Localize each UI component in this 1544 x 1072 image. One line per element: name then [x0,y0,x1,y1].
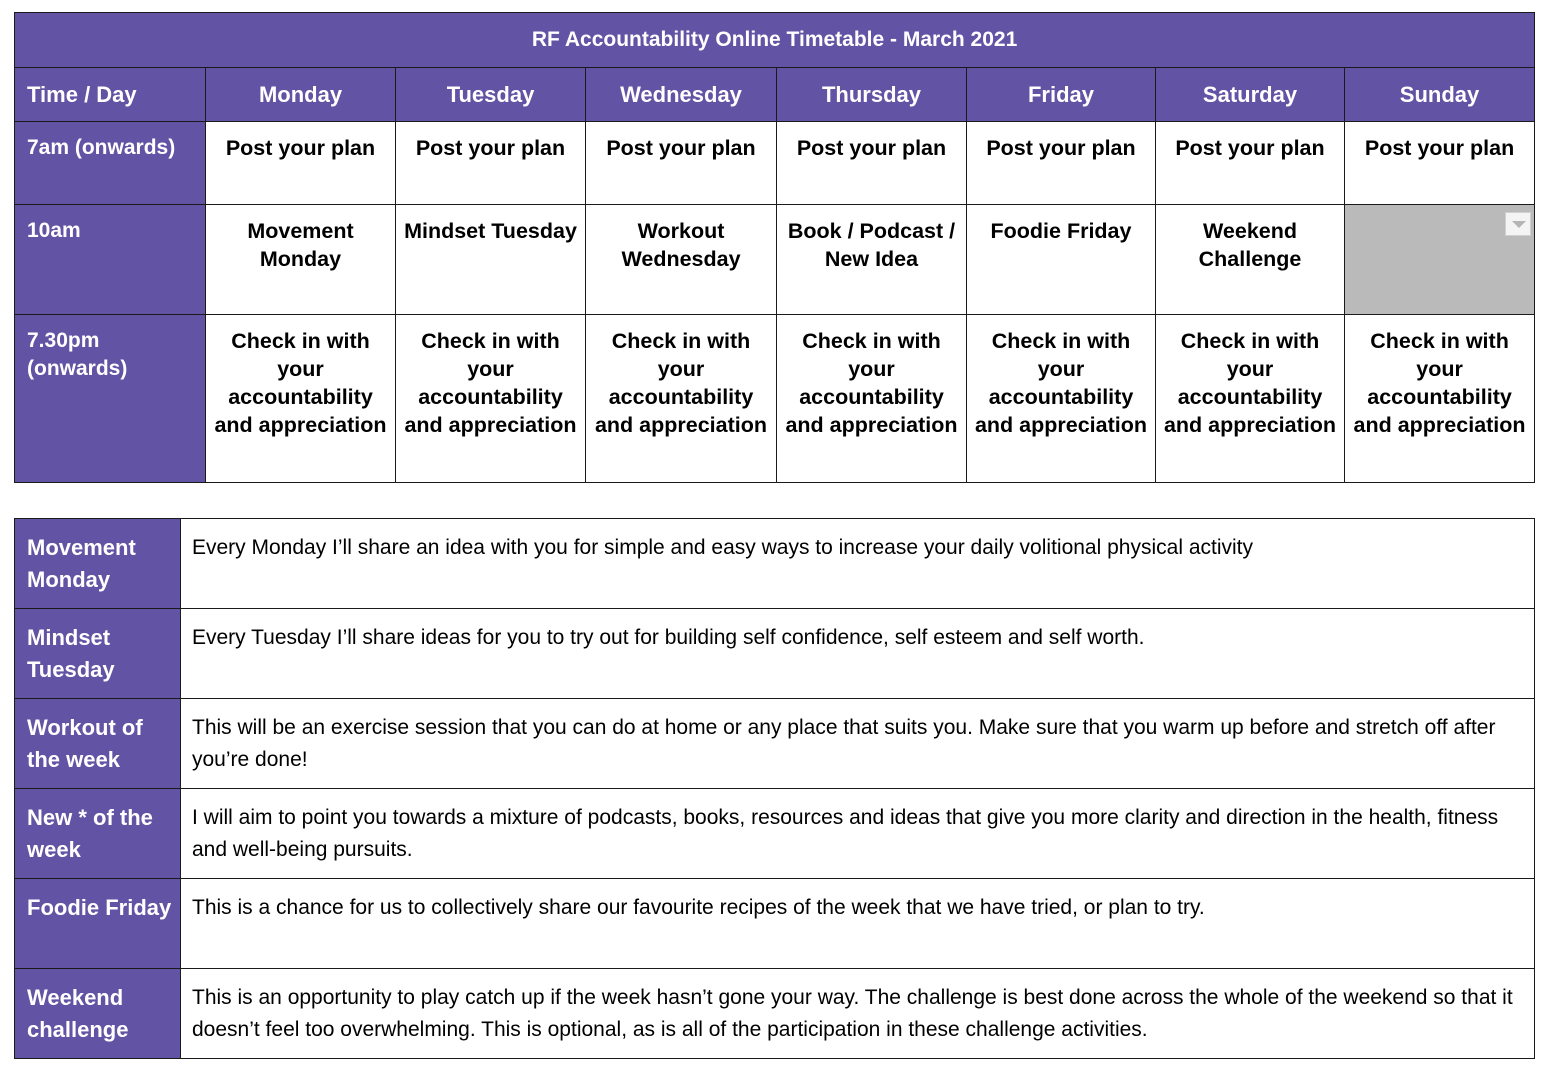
time-cell-7am[interactable]: 7am (onwards) [15,122,206,205]
glossary-description[interactable]: Every Tuesday I’ll share ideas for you to try out for building self confidence, self esteem and self worth. [181,609,1535,699]
cell-10am-thursday[interactable]: Book / Podcast / New Idea [777,205,967,315]
cell-730pm-thursday[interactable]: Check in with your accountability and appreciation [777,315,967,483]
glossary-row [15,789,1535,879]
timetable-title[interactable]: RF Accountability Online Timetable - March 2021 [15,13,1535,68]
header-time-day[interactable]: Time / Day [15,68,206,122]
timetable [14,12,1535,483]
glossary-term[interactable]: New * of the week [15,789,181,879]
glossary-table [14,518,1535,1059]
glossary-description[interactable]: This is an opportunity to play catch up if the week hasn’t gone your way. The challenge is best done across the whole of the weekend so that it doesn’t feel too overwhelming. This is optional, as is all of the participation in these challenge activities. [181,969,1535,1059]
glossary-row [15,699,1535,789]
cell-7am-friday[interactable]: Post your plan [967,122,1156,205]
time-cell-10am[interactable]: 10am [15,205,206,315]
header-sunday[interactable]: Sunday [1345,68,1535,122]
glossary-term[interactable]: Mindset Tuesday [15,609,181,699]
cell-7am-sunday[interactable]: Post your plan [1345,122,1535,205]
cell-7am-saturday[interactable]: Post your plan [1156,122,1345,205]
time-cell-730pm[interactable]: 7.30pm (onwards) [15,315,206,483]
cell-730pm-wednesday[interactable]: Check in with your accountability and appreciation [586,315,777,483]
glossary-term[interactable]: Workout of the week [15,699,181,789]
glossary-row [15,519,1535,609]
glossary-description[interactable]: I will aim to point you towards a mixture of podcasts, books, resources and ideas that give you more clarity and direction in the health, fitness and well-being pursuits. [181,789,1535,879]
glossary-description[interactable]: This is a chance for us to collectively share our favourite recipes of the week that we have tried, or plan to try. [181,879,1535,969]
cell-10am-wednesday[interactable]: Workout Wednesday [586,205,777,315]
cell-10am-friday[interactable]: Foodie Friday [967,205,1156,315]
cell-7am-wednesday[interactable]: Post your plan [586,122,777,205]
glossary-term[interactable]: Weekend challenge [15,969,181,1059]
header-tuesday[interactable]: Tuesday [396,68,586,122]
cell-730pm-monday[interactable]: Check in with your accountability and appreciation [206,315,396,483]
glossary-row [15,879,1535,969]
cell-730pm-sunday[interactable]: Check in with your accountability and appreciation [1345,315,1535,483]
header-thursday[interactable]: Thursday [777,68,967,122]
glossary-row [15,609,1535,699]
cell-10am-monday[interactable]: Movement Monday [206,205,396,315]
glossary-term[interactable]: Foodie Friday [15,879,181,969]
glossary-term[interactable]: Movement Monday [15,519,181,609]
cell-7am-tuesday[interactable]: Post your plan [396,122,586,205]
glossary-description[interactable]: Every Monday I’ll share an idea with you for simple and easy ways to increase your daily volitional physical activity [181,519,1535,609]
cell-7am-monday[interactable]: Post your plan [206,122,396,205]
header-saturday[interactable]: Saturday [1156,68,1345,122]
cell-7am-thursday[interactable]: Post your plan [777,122,967,205]
dropdown-arrow-icon[interactable] [1505,212,1531,236]
header-monday[interactable]: Monday [206,68,396,122]
cell-730pm-tuesday[interactable]: Check in with your accountability and appreciation [396,315,586,483]
header-wednesday[interactable]: Wednesday [586,68,777,122]
glossary-description[interactable]: This will be an exercise session that you can do at home or any place that suits you. Make sure that you warm up before and stretch off after you’re done! [181,699,1535,789]
glossary-row [15,969,1535,1059]
header-friday[interactable]: Friday [967,68,1156,122]
cell-10am-saturday[interactable]: Weekend Challenge [1156,205,1345,315]
cell-730pm-saturday[interactable]: Check in with your accountability and appreciation [1156,315,1345,483]
cell-730pm-friday[interactable]: Check in with your accountability and appreciation [967,315,1156,483]
cell-10am-tuesday[interactable]: Mindset Tuesday [396,205,586,315]
cell-10am-sunday[interactable] [1345,205,1535,315]
